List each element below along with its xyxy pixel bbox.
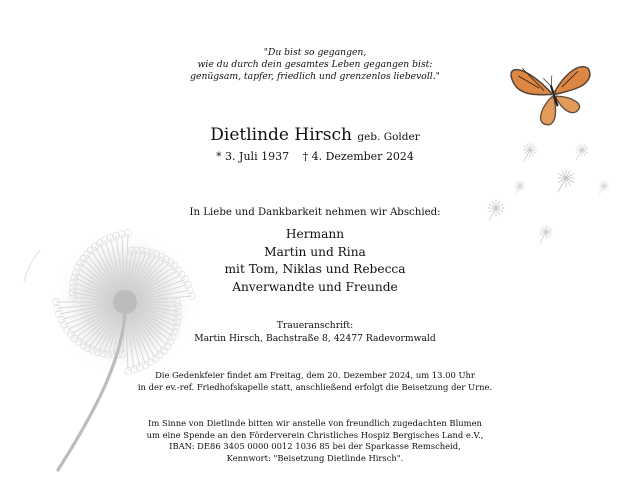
mourner-line: Anverwandte und Freunde <box>232 279 398 294</box>
quote <box>0 47 630 83</box>
quote-line: "Du bist so gegangen, <box>263 47 367 58</box>
donation-line: Im Sinne von Dietlinde bitten wir anstelle von freundlich zugedachten Blumen <box>148 418 482 428</box>
service-line: Die Gedenkfeier findet am Freitag, dem 20. Dezember 2024, um 13.00 Uhr <box>155 370 475 380</box>
service-line: in der ev.-ref. Friedhofskapelle statt, anschließend erfolgt die Beisetzung der Urne. <box>137 382 493 392</box>
address-line: Martin Hirsch, Bachstraße 8, 42477 Radevormwald <box>194 333 436 344</box>
mourning-address <box>0 319 630 345</box>
quote-line: genügsam, tapfer, friedlich und grenzenlos liebevoll." <box>190 71 440 82</box>
donation-info <box>0 418 630 464</box>
service-info <box>0 369 630 393</box>
address-heading: Traueranschrift: <box>276 320 354 331</box>
life-dates <box>0 150 630 164</box>
birth-name: geb. Golder <box>357 131 420 143</box>
deceased-name: Dietlinde Hirsch <box>210 125 352 145</box>
mourners-list <box>0 226 630 296</box>
donation-line: um eine Spende an den Förderverein Christliches Hospiz Bergisches Land e.V., <box>146 429 484 440</box>
death-date: † 4. Dezember 2024 <box>302 150 414 163</box>
quote-line: wie du durch dein gesamtes Leben gegangen bist: <box>197 59 433 70</box>
mourner-line: Martin und Rina <box>264 244 366 259</box>
donation-line: IBAN: DE86 3405 0000 0012 1036 85 bei der Sparkasse Remscheid, <box>169 441 461 451</box>
donation-line: Kennwort: "Beisetzung Dietlinde Hirsch". <box>226 452 404 463</box>
mourner-line: Hermann <box>285 227 345 241</box>
mourner-line: mit Tom, Niklas und Rebecca <box>224 262 406 276</box>
farewell-text: In Liebe und Dankbarkeit nehmen wir Abschied: <box>189 207 441 218</box>
birth-date: * 3. Juli 1937 <box>216 150 290 163</box>
deceased-name-line <box>0 125 630 147</box>
